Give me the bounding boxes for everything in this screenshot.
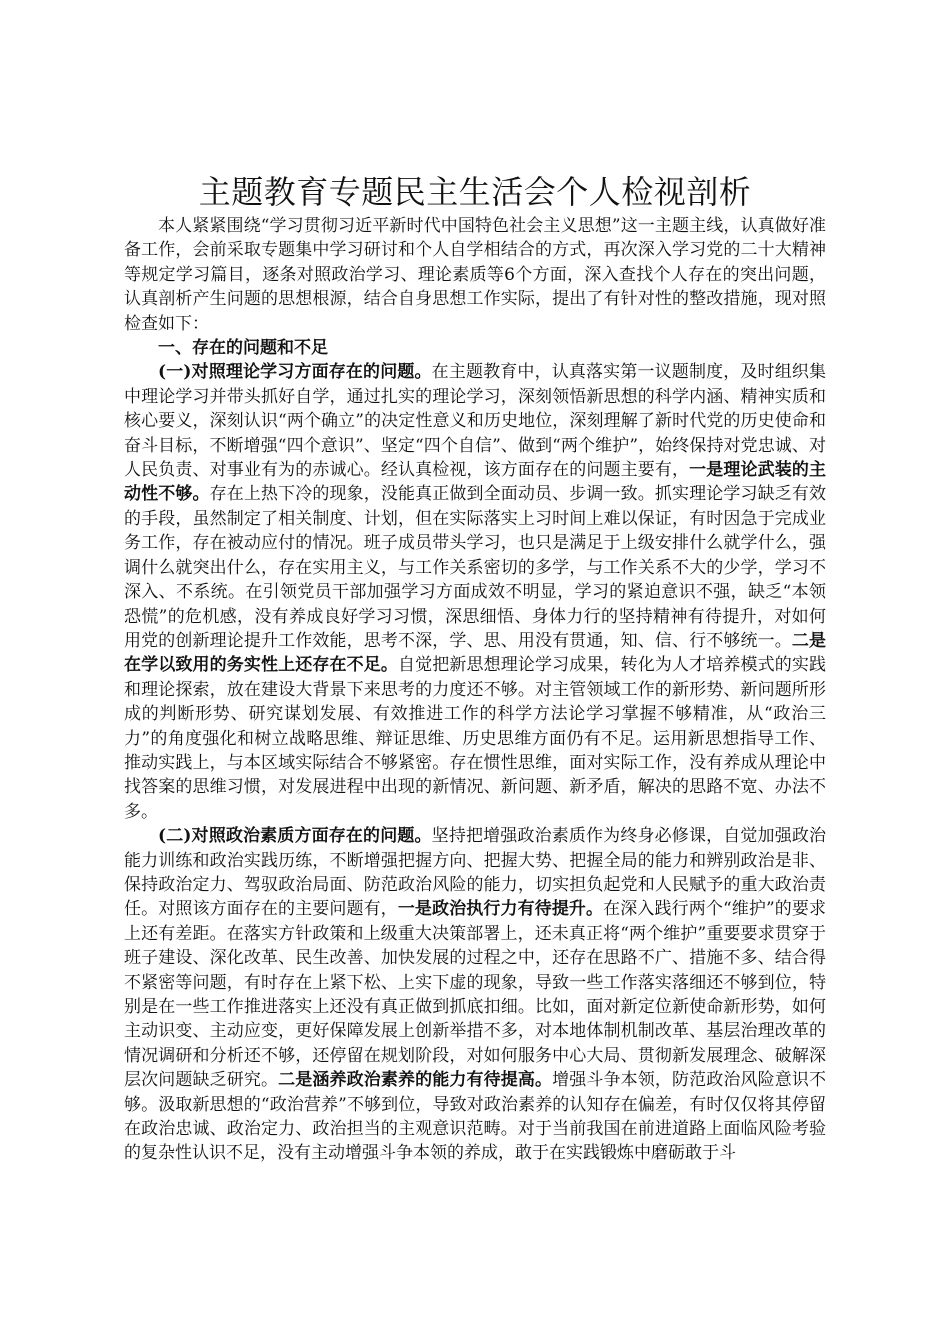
paragraph-text: 增强斗争本领，防范政治风险意识不够。汲取新思想的“政治营养”不够到位，导致对政治素养的认知存在偏差，有时仅仅将其停留在政治忠诚、政治定力、政治担当的主观意识范畴。对于当前我国在前进道路上面临风险考验的复杂性认识不足，没有主动增强斗争本领的养成，敢于在实践锻炼中磨砺敢于斗 <box>124 1070 826 1164</box>
point-heading: 二是在学以致用的务实性上还存在不足。 <box>124 630 826 676</box>
paragraph-text: 坚持把增强政治素质作为终身必修课，自觉加强政治能力训练和政治实践历练，不断增强把握方向、把握大势、把握全局的能力和辨别政治是非、保持政治定力、驾驭政治局面、防范政治风险的能力，切实担负起党和人民赋予的重大政治责任。对照该方面存在的主要问题有， <box>124 826 827 920</box>
paragraph-text: 自觉把新思想理论学习成果，转化为人才培养模式的实践和理论探索，放在建设大背景下来思考的力度还不够。对主管领域工作的新形势、新问题所形成的判断形势、研究谋划发展、有效推进工作的科学方法论学习掌握不够精准，从“政治三力”的角度强化和树立战略思维、辩证思维、历史思维方面仍有不足。运用新思想指导工作、推动实践上，与本区域实际结合不够紧密。存在惯性思维，面对实际工作，没有养成从理论中找答案的思维习惯，对发展进程中出现的新情况、新问题、新矛盾，解决的思路不宽、办法不多。 <box>124 655 826 822</box>
intro-paragraph: 本人紧紧围绕“学习贯彻习近平新时代中国特色社会主义思想”这一主题主线，认真做好准备工作，会前采取专题集中学习研讨和个人自学相结合的方式，再次深入学习党的二十大精神等规定学习篇目，逐条对照政治学习、理论素质等6个方面，深入查找个人存在的突出问题，认真剖析产生问题的思想根源，结合自身思想工作实际，提出了有针对性的整改措施，现对照检查如下： <box>124 216 826 334</box>
point-heading: 一是政治执行力有待提升。 <box>397 899 604 920</box>
paragraph-text: 在主题教育中，认真落实第一议题制度，及时组织集中理论学习并带头抓好自学，通过扎实的理论学习，深刻领悟新思想的科学内涵、精神实质和核心要义，深刻认识“两个确立”的决定性意义和历史地位，深刻理解了新时代党的历史使命和奋斗目标，不断增强“四个意识”、坚定“四个自信”、做到“两个维护”，始终保持对党忠诚、对人民负责、对事业有为的赤诚心。经认真检视，该方面存在的问题主要有， <box>124 362 827 481</box>
paragraph-theory-study <box>124 360 826 824</box>
point-heading: 一是理论武装的主动性不够。 <box>124 460 826 505</box>
section-heading-problems: 一、存在的问题和不足 <box>158 338 328 359</box>
paragraph-political-quality <box>124 824 826 1166</box>
point-heading: 二是涵养政治素养的能力有待提高。 <box>278 1070 553 1091</box>
paragraph-text: 存在上热下冷的现象，没能真正做到全面动员、步调一致。抓实理论学习缺乏有效的手段，虽然制定了相关制度、计划，但在实际落实上习时间上难以保证，有时因急于完成业务工作，存在被动应付的情况。班子成员带头学习，也只是满足于上级安排什么就学什么，强调什么就突出什么，存在实用主义，与工作关系密切的多学，与工作关系不大的少学，学习不深入、不系统。在引领党员干部加强学习方面成效不明显，学习的紧迫意识不强，缺乏“本领恐慌”的危机感，没有养成良好学习习惯，深思细悟、身体力行的坚持精神有待提升，对如何用党的创新理论提升工作效能，思考不深，学、思、用没有贯通，知、信、行不够统一。 <box>124 484 826 651</box>
paragraph-text: 在深入践行两个“维护”的要求上还有差距。在落实方针政策和上级重大决策部署上，还未真正将“两个维护”重要要求贯穿于班子建设、深化改革、民生改善、加快发展的过程之中，还存在思路不广、措施不多、结合得不紧密等问题，有时存在上紧下松、上实下虚的现象，导致一些工作落实落细还不够到位，特别是在一些工作推进落实上还没有真正做到抓底扣细。比如，面对新定位新使命新形势，如何主动识变、主动应变，更好保障发展上创新举措不多，对本地体制机制改革、基层治理改革的情况调研和分析还不够，还停留在规划阶段，对如何服务中心大局、贯彻新发展理念、破解深层次问题缺乏研究。 <box>124 899 827 1091</box>
document-page <box>124 172 826 1166</box>
subheading-political-quality: (二)对照政治素质方面存在的问题。 <box>158 826 432 847</box>
document-title: 主题教育专题民主生活会个人检视剖析 <box>198 173 752 211</box>
subheading-theory-study: (一)对照理论学习方面存在的问题。 <box>158 362 432 383</box>
